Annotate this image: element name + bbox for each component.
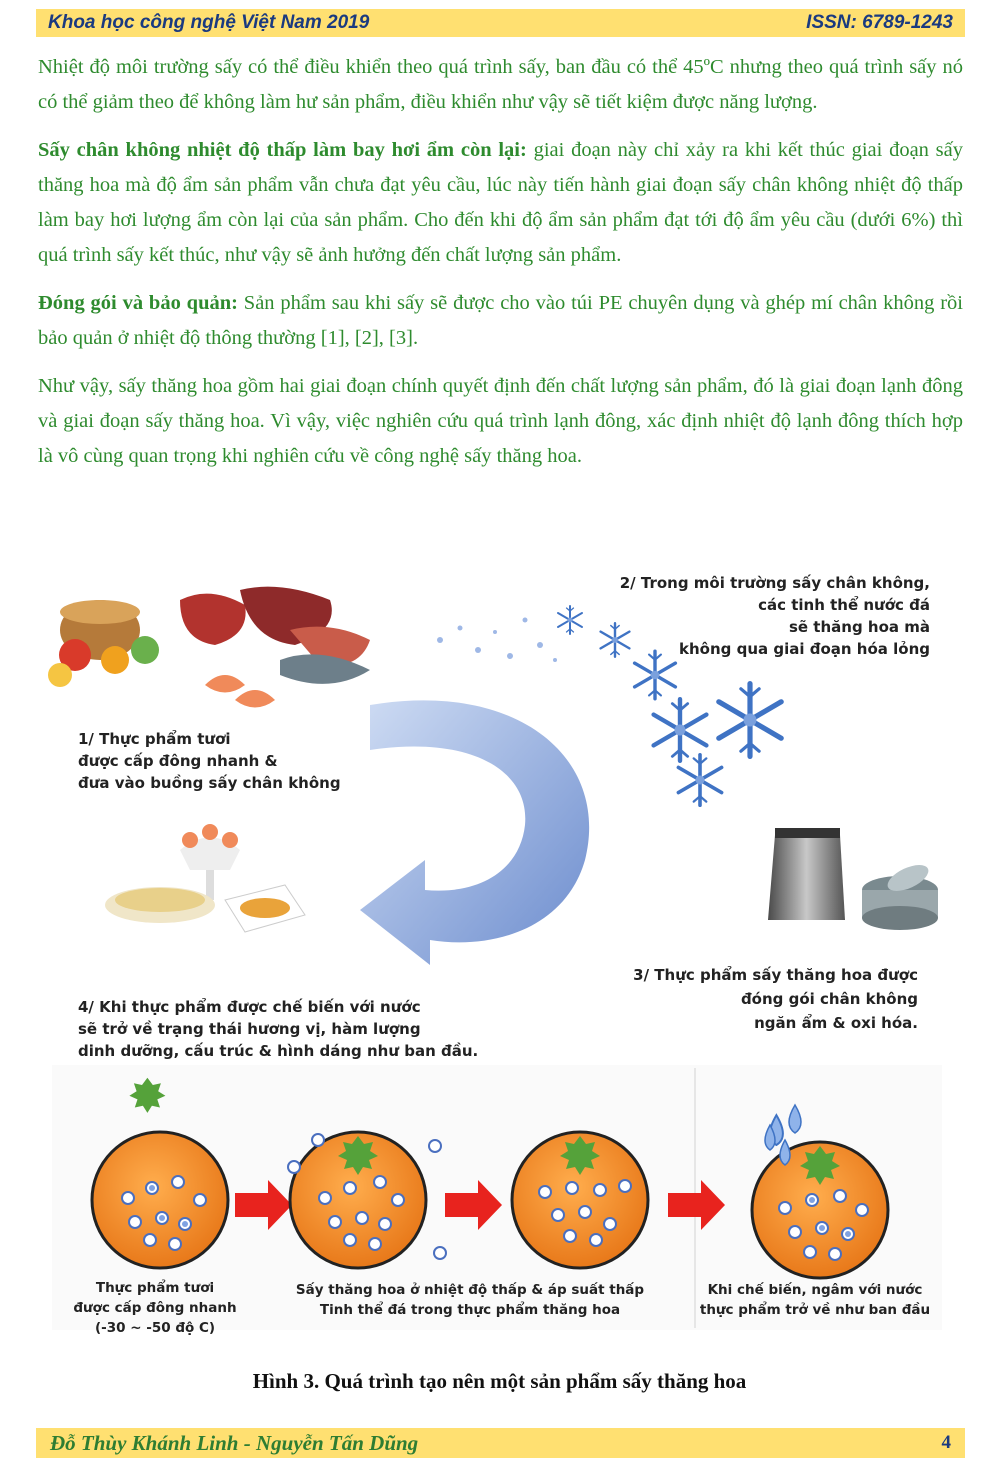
- stage-3-label: [685, 1280, 945, 1320]
- step-1-line-1: 1/ Thực phẩm tươi: [78, 730, 231, 748]
- step-2-line-2: các tinh thể nước đá: [758, 596, 930, 614]
- figure-illustration: [40, 560, 960, 1360]
- step-3-line-1: 3/ Thực phẩm sấy thăng hoa được: [633, 966, 918, 984]
- step-4-line-2: sẽ trở về trạng thái hương vị, hàm lượng: [78, 1020, 421, 1038]
- figure-caption: Hình 3. Quá trình tạo nên một sản phẩm sấy thăng hoa: [252, 1369, 747, 1393]
- body-text: [38, 50, 963, 487]
- packaged-product-illustration: [768, 828, 938, 930]
- paragraph-3-text: Sản phẩm sau khi sấy sẽ được cho vào túi PE chuyên dụng và ghép mí chân không rồi bảo quản ở nhiệt độ thông thường [1], [2], [3].: [38, 292, 963, 349]
- step-2-line-3: sẽ thăng hoa mà: [788, 618, 930, 636]
- step-2-label: [620, 572, 930, 660]
- fresh-food-illustration: [48, 587, 370, 708]
- step-1-line-2: được cấp đông nhanh &: [78, 752, 278, 770]
- paragraph-2-heading: Sấy chân không nhiệt độ thấp làm bay hơi ẩm còn lại:: [38, 139, 527, 161]
- stage-2-label: [270, 1280, 670, 1320]
- stage-1-line-1: Thực phẩm tươi: [95, 1280, 215, 1296]
- stage-3-line-2: thực phẩm trở về như ban đầu: [699, 1302, 931, 1318]
- figure-3: [40, 560, 960, 1360]
- journal-title: Khoa học công nghệ Việt Nam 2019: [48, 12, 370, 33]
- step-2-line-4: không qua giai đoạn hóa lỏng: [679, 640, 930, 658]
- header-banner: [36, 9, 965, 37]
- prepared-dishes-illustration: [105, 824, 305, 932]
- stage-1-label: [50, 1278, 260, 1338]
- paragraph-2-text: giai đoạn này chỉ xảy ra khi kết thúc giai đoạn sấy thăng hoa mà độ ẩm sản phẩm vẫn chưa đạt yêu cầu, lúc này tiến hành giai đoạn sấy chân không nhiệt độ thấp làm bay hơi lượng ẩm còn lại của sản phẩm. Cho đến khi độ ẩm sản phẩm đạt tới độ ẩm yêu cầu (dưới 6%) thì quá trình sấy kết thúc, như vậy sẽ ảnh hưởng đến chất lượng sản phẩm.: [38, 139, 964, 266]
- footer-authors: Đỗ Thùy Khánh Linh - Nguyễn Tấn Dũng: [50, 1430, 419, 1455]
- step-3-label: [633, 963, 918, 1035]
- step-4-label: [78, 996, 478, 1062]
- step-3-line-2: đóng gói chân không: [740, 990, 918, 1008]
- fruit-stage-3: [512, 1132, 648, 1268]
- step-4-line-3: dinh dưỡng, cấu trúc & hình dáng như ban đầu.: [78, 1042, 479, 1060]
- stage-1-line-2: được cấp đông nhanh: [73, 1300, 237, 1316]
- paragraph-2: [38, 133, 963, 273]
- stage-3-line-1: Khi chế biến, ngâm với nước: [707, 1282, 923, 1298]
- stage-2-line-2: Tinh thể đá trong thực phẩm thăng hoa: [319, 1302, 621, 1318]
- step-2-line-1: 2/ Trong môi trường sấy chân không,: [619, 574, 930, 592]
- paragraph-4: Như vậy, sấy thăng hoa gồm hai giai đoạn chính quyết định đến chất lượng sản phẩm, đó là giai đoạn lạnh đông và giai đoạn sấy thăng hoa. Vì vậy, việc nghiên cứu quá trình lạnh đông, xác định nhiệt độ lạnh đông thích hợp là vô cùng quan trọng khi nghiên cứu về công nghệ sấy thăng hoa.: [38, 375, 963, 467]
- stage-2-line-1: Sấy thăng hoa ở nhiệt độ thấp & áp suất thấp: [295, 1282, 645, 1298]
- paragraph-3: [38, 286, 963, 356]
- paragraph-1: Nhiệt độ môi trường sấy có thể điều khiển theo quá trình sấy, ban đầu có thể 45ºC nhưng theo quá trình sấy nó có thể giảm theo để không làm hư sản phẩm, điều khiển như vậy sẽ tiết kiệm được năng lượng.: [38, 56, 963, 113]
- footer-banner: [36, 1428, 965, 1458]
- stage-1-line-3: (-30 ~ -50 độ C): [94, 1320, 216, 1336]
- cycle-arrow: [360, 700, 589, 965]
- step-3-line-3: ngăn ẩm & oxi hóa.: [754, 1014, 918, 1032]
- paragraph-3-heading: Đóng gói và bảo quản:: [38, 292, 238, 314]
- page-number: 4: [941, 1432, 951, 1453]
- step-1-label: [78, 728, 341, 794]
- issn-label: ISSN: 6789-1243: [806, 12, 953, 33]
- step-4-line-1: 4/ Khi thực phẩm được chế biến với nước: [78, 998, 421, 1016]
- step-1-line-3: đưa vào buồng sấy chân không: [78, 774, 341, 792]
